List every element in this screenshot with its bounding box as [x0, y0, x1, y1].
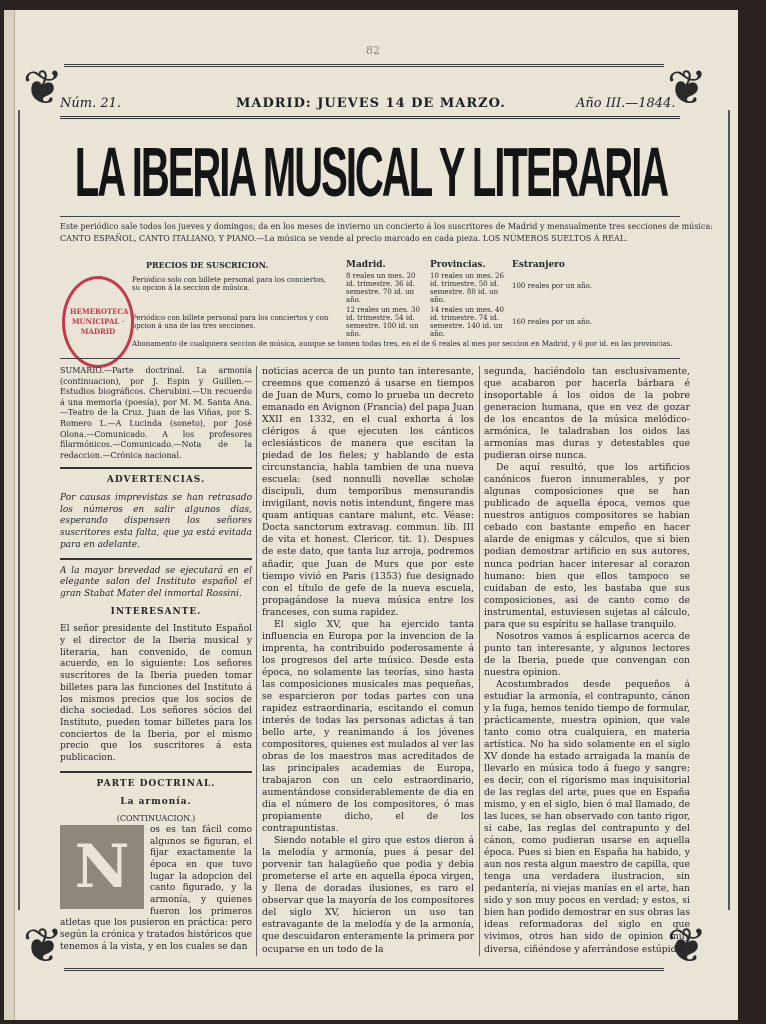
page-number: 82 — [366, 44, 380, 57]
subs-footer: Abonamento de cualquiera seccion de música, aunque se tomen todas tres, en el de 6 reales al mes por seccion en Madrid, y 6 por id. en las provincias. — [132, 340, 673, 348]
divider — [60, 771, 252, 773]
issue-number: Núm. 21. — [60, 96, 122, 111]
column-divider — [256, 366, 257, 956]
decorated-initial: N — [60, 825, 144, 909]
col-madrid: Madrid. — [346, 260, 386, 270]
armonia-body: os es tan fácil como algunos se figuran, el fijar exactamente la época en que tuvo lugar la adopcion del canto figurado, y la armonía, y quienes fueron los primeros atletas que los pusieron en práctica: pero según la crónica y tratados históricos que tenemos á la vista, y en los cuales se dan — [60, 824, 252, 952]
row1-desc: Periódico solo con billete personal para los conciertos, su opcion á la seccion de música. — [132, 276, 327, 292]
row1-provincias: 10 reales un mes. 26 id. trimestre. 50 id. semestre. 80 id. un año. — [430, 272, 504, 304]
col3-paragraph-4: Acostumbrados desde pequeños á estudiar la armonía, el contrapunto, cánon y la fuga, hemos tenido tiempo de formular, prácticamente, nuestra opinion, que vale tanto como otra cualquiera, en materia artística. No ha sido solamente en el siglo XV donde ha estado arraigada la manía de llevarlo en música todo á fuego y sangre; es decir, con el rigorismo mas inquisitorial de las reglas del arte, pues que en España mismo, y en el siglo, bien ó mal llamado, de las luces, se han observado con tanto rigor, si cabe, las reglas del contrapunto y del cánon, como pudieran usarse en aquella época. Pues si bien en España ha habido, y aun nos resta algun maestro de capilla, que tenga una verdadera ilustracion, sin pedantería, ni viejas manías en el arte, han sido y son muy pocos en verdad; y estos, si bien han podido demostrar en sus obras las ideas reformadoras del siglo en que vivimos, otros han sido de opinion muy diversa, ciñéndose y aferrándose estúpida- — [484, 678, 690, 955]
col2-paragraph-1: noticias acerca de un punto tan interesante, creemos que comenzó á usarse en tiempos de Juan de Murs, como lo prueba un decreto emanado en Avignon (Francia) del papa Juan XXII en 1332, en el cual exhorta á los clérigos á que ejecuten los cánticos eclesiásticos de manera que escitan la piedad de los fieles; y hablando de esta circunstancia, habla tambien de una nueva escuela: (sed nonnulli novellæ scholæ discipuli, dum temporibus mensurandis invigilant, novis notis intendunt, fingere mas quam antiquas cantare malunt, etc. Véase: Docta sanctorum extravag. commun. lib. III de vita et honest. Clericor. tit. 1). Despues de este dato, que tanta luz arroja, podremos añadir, que Juan de Murs que por este tiempo vivió en Paris (1353) fue designado con el título de gefe de la nueva escuela, propagándose la nueva música entre los franceses, con suma rapidez. — [262, 366, 474, 618]
continuacion-label: (CONTINUACION.) — [116, 814, 196, 824]
advertencias-heading: ADVERTENCIAS. — [106, 475, 206, 486]
column-2 — [262, 366, 474, 956]
divider — [60, 467, 252, 469]
publication-note: Este periódico sale todos los jueves y domingos; da en los meses de invierno un concierto á los suscritores de Madrid y mensualmente tres secciones de música: — [60, 222, 713, 231]
row2-desc: Periódico con billete personal para los conciertos y con opcion á una de las tres secciones. — [132, 314, 329, 330]
stamp-text: HEMEROTECA MUNICIPAL · MADRID — [70, 307, 129, 336]
column-divider — [479, 366, 480, 956]
parte-doctrinal-heading: PARTE DOCTRINAL. — [96, 778, 216, 789]
col-estranjero: Estranjero — [512, 260, 565, 270]
left-border-rule — [18, 110, 20, 910]
row2-estranjero: 160 reales por un año. — [512, 318, 592, 326]
row1-madrid: 8 reales un mes. 20 id. trimestre. 36 id. semestre. 70 id. un año. — [346, 272, 416, 304]
col3-paragraph-1: segunda, haciéndolo tan esclusivamente, que acabaron por hacerla bárbara é insoportable á los oidos de la pobre generacion humana, que en vez de gozar de los encantos de la música melódico-armónica, le taladraban los oidos las armonías mas duras y detestables que pudieran oirse nunca. — [484, 366, 690, 462]
col2-paragraph-3: Siendo notable el giro que estos dieron á la melodía y armonía, pues á pesar del porvenir tan halagüeño que podia y debia prometerse el arte en aquella época virgen, y llena de doradas ilusiones, es raro el observar que la mayoría de los compositores del siglo XV, hicieron un uso tan estravagante de la melodía y de la armonía, que descuidaron enteramente la primera por ocuparse en un todo de la — [262, 835, 474, 955]
column-1 — [60, 366, 252, 956]
floral-ornament-icon: ❦ — [666, 60, 708, 116]
armonia-heading: La armonía. — [120, 796, 192, 807]
row2-provincias: 14 reales un mes. 40 id. trimestre. 74 id. semestre. 140 id. un año. — [430, 306, 504, 338]
floral-ornament-icon: ❦ — [22, 918, 64, 974]
floral-ornament-icon: ❦ — [666, 918, 708, 974]
right-border-rule — [728, 110, 730, 910]
interesante-text: El señor presidente del Instituto Español y el director de la Iberia musical y literaria, han convenido, de comun acuerdo, en lo siguiente: Los señores suscritores de la Iberia pueden tomar billetes para las funciones del Instituto á los mismos precios que los socios de dicha sociedad. Los señores sócios del Instituto, pueden tomar billetes para los conciertos de la Iberia, por el mismo precio que los suscritores á esta publicacion. — [60, 624, 252, 764]
subscription-table — [60, 260, 680, 348]
title-rule — [60, 216, 680, 217]
bottom-border-rule — [64, 968, 664, 977]
col-provincias: Provincias. — [430, 260, 486, 270]
advertencias-text: Por causas imprevistas se han retrasado los números en salir algunos dias, esperando dispensen los señores suscritores esta falta, que ya está evitada para en adelante. — [60, 493, 252, 550]
stabat-text: A la mayor brevedad se ejecutará en el elegante salon del Instituto español el gran Stabat Mater del inmortal Rossini. — [60, 565, 252, 599]
newspaper-page — [4, 10, 738, 1020]
header-rule — [60, 358, 680, 359]
sumario: SUMARIO.—Parte doctrinal. La armonía (continuacion), por J. Espin y Guillen.—Estudios biográficos. Cherubini.—Un recuerdo á una memoria (poesía), por M. M. Santa Ana.—Teatro de la Cruz. Juan de las Viñas, por S. Romero L.—A Lucinda (soneto), por José Olona.—Comunicado. A los profesores filarmónicos.—Comunicado.—Nota de la redaccion.—Crónica nacional. — [60, 366, 252, 460]
col2-paragraph-2: El siglo XV, que ha ejercido tanta influencia en Europa por la invencion de la imprenta, ha contribuido poderosamente á los progresos del arte músico. Desde esta época, no solamente las teorías, sino hasta las composiciones musicales mas pequeñas, se esparcieron por todas partes con una rapidez estraordinaria, escitando el comun interés de todas las personas adictas á tan bello arte, y reanimando á los jóvenes compositores, quienes est mulados al ver las obras de los maestros mas acreditados de las principales academias de Europa, trabajaron con un celo estraordinario, aumentándose considerablemente de dia en dia el número de los compositores, ó mas propiamente dicho, el de los contrapuntistas. — [262, 618, 474, 835]
music-note: CANTO ESPAÑOL, CANTO ITALIANO, Y PIANO.—La música se vende al precio marcado en cada pieza. LOS NÚMEROS SUELTOS Á REAL. — [60, 234, 628, 243]
row2-madrid: 12 reales un mes. 30 id. trimestre. 54 id. semestre. 100 id. un año. — [346, 306, 420, 338]
dateline: MADRID: JUEVES 14 DE MARZO. — [236, 96, 506, 111]
column-3 — [484, 366, 690, 956]
divider — [60, 558, 252, 560]
col3-paragraph-2: De aquí resultó, que los artificios canónicos fueron innumerables, y por algunas composiciones que se han publicado de aquella época, vemos que nuestros antiguos compositores se habian cebado con bastante empeño en hacer alarde de enigmas y cálculos, que si bien podian demostrar artificio en sus autores, nunca podrian hacer interesar al corazon humano: bien que ellos tampoco se cuidaban de esto, les bastaba que sus composiciones, asi de canto como de instrumental, estuviesen sujetas al cálculo, para que su espíritu se hallase tranquilo. — [484, 462, 690, 630]
floral-ornament-icon: ❦ — [22, 60, 64, 116]
subs-header: PRECIOS DE SUSCRICION. — [146, 260, 269, 270]
interesante-heading: INTERESANTE. — [110, 606, 202, 617]
issue-year: Año III.—1844. — [576, 96, 676, 111]
newspaper-title: LA IBERIA MUSICAL Y LITERARIA — [74, 134, 668, 212]
col3-paragraph-3: Nosotros vamos á esplicarnos acerca de punto tan interesante, y algunos lectores de la Iberia, puede que convengan con nuestra opinion. — [484, 630, 690, 678]
page-edge — [4, 10, 15, 1020]
top-border-rule — [64, 64, 664, 73]
library-stamp — [62, 276, 134, 368]
row1-estranjero: 100 reales por un año. — [512, 282, 592, 290]
